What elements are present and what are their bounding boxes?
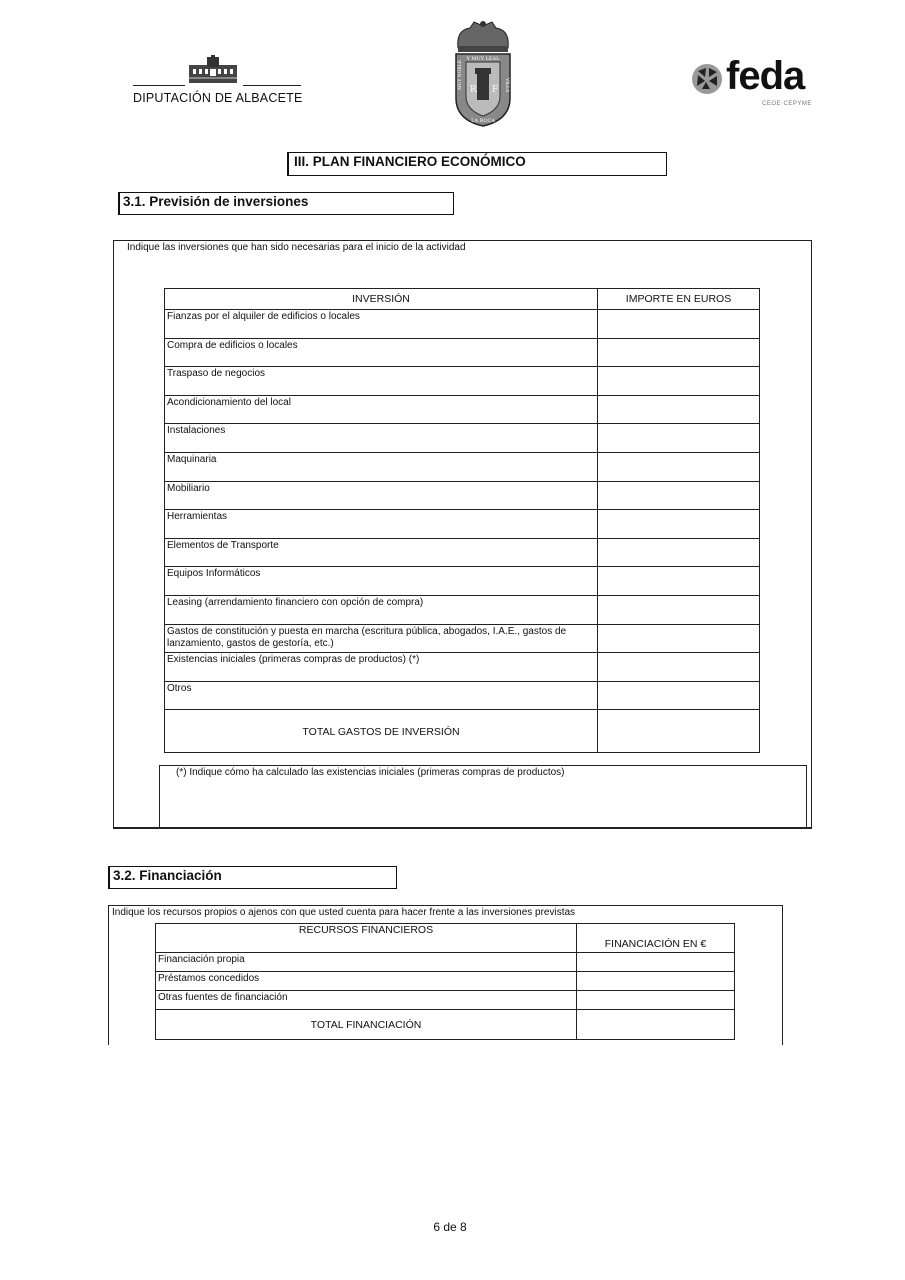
col-header-importe: IMPORTE EN EUROS: [598, 289, 760, 310]
row-label: Maquinaria: [165, 452, 598, 481]
amount-input-cell[interactable]: [577, 972, 735, 991]
table-row: [165, 681, 760, 710]
diputacion-logo: [133, 55, 301, 107]
table-row: [165, 424, 760, 453]
table-header-row: [165, 289, 760, 310]
section-32-title: 3.2. Financiación: [108, 866, 397, 889]
amount-input-cell[interactable]: [598, 424, 760, 453]
diputacion-label: DIPUTACIÓN DE ALBACETE: [133, 91, 303, 105]
amount-input-cell[interactable]: [598, 567, 760, 596]
row-label: Financiación propia: [156, 953, 577, 972]
row-label: Otras fuentes de financiación: [156, 991, 577, 1010]
row-label: Existencias iniciales (primeras compras de productos) (*): [165, 653, 598, 682]
amount-input-cell[interactable]: [577, 991, 735, 1010]
row-label: Gastos de constitución y puesta en marcha (escritura pública, abogados, I.A.E., gastos de lanzamiento, gastos de gestoría, etc.): [165, 624, 598, 653]
investment-table: [164, 288, 760, 753]
amount-input-cell[interactable]: [598, 538, 760, 567]
row-label: Equipos Informáticos: [165, 567, 598, 596]
row-label: Acondicionamiento del local: [165, 395, 598, 424]
svg-text:LA ROCA: LA ROCA: [471, 118, 495, 124]
building-icon: [183, 55, 243, 85]
total-amount-cell[interactable]: [598, 710, 760, 753]
amount-input-cell[interactable]: [598, 452, 760, 481]
row-label: Leasing (arrendamiento financiero con opción de compra): [165, 595, 598, 624]
row-label: Fianzas por el alquiler de edificios o locales: [165, 310, 598, 339]
table-row: [165, 367, 760, 396]
section-31-instruction: Indique las inversiones que han sido necesarias para el inicio de la actividad: [127, 242, 466, 253]
feda-emblem-icon: [690, 62, 724, 96]
total-label: TOTAL GASTOS DE INVERSIÓN: [165, 710, 598, 753]
amount-input-cell[interactable]: [598, 395, 760, 424]
amount-input-cell[interactable]: [598, 510, 760, 539]
feda-logo: [690, 54, 812, 112]
amount-input-cell[interactable]: [598, 595, 760, 624]
table-row: [165, 338, 760, 367]
col-header-inversion: INVERSIÓN: [165, 289, 598, 310]
table-row: [156, 972, 735, 991]
table-row: [165, 595, 760, 624]
table-row: [156, 991, 735, 1010]
amount-input-cell[interactable]: [598, 624, 760, 653]
svg-text:F: F: [492, 85, 499, 95]
coat-of-arms-logo: [448, 20, 518, 128]
row-label: Elementos de Transporte: [165, 538, 598, 567]
row-label: Herramientas: [165, 510, 598, 539]
table-row: [165, 538, 760, 567]
amount-input-cell[interactable]: [598, 338, 760, 367]
table-header-row: [156, 924, 735, 953]
total-label: TOTAL FINANCIACIÓN: [156, 1010, 577, 1040]
amount-input-cell[interactable]: [577, 953, 735, 972]
row-label: Instalaciones: [165, 424, 598, 453]
table-row: [165, 481, 760, 510]
page-number: 6 de 8: [433, 1220, 467, 1234]
amount-input-cell[interactable]: [598, 310, 760, 339]
existencias-note-box[interactable]: [159, 765, 807, 829]
amount-input-cell[interactable]: [598, 653, 760, 682]
table-row: [165, 395, 760, 424]
row-label: Compra de edificios o locales: [165, 338, 598, 367]
amount-input-cell[interactable]: [598, 367, 760, 396]
row-label: Préstamos concedidos: [156, 972, 577, 991]
table-row: [165, 653, 760, 682]
amount-input-cell[interactable]: [598, 481, 760, 510]
table-row: [165, 624, 760, 653]
table-row: [165, 567, 760, 596]
svg-text:MUY NOBLE: MUY NOBLE: [458, 59, 463, 90]
row-label: Mobiliario: [165, 481, 598, 510]
row-label: Otros: [165, 681, 598, 710]
page-title: III. PLAN FINANCIERO ECONÓMICO: [287, 152, 667, 176]
section-31-title: 3.1. Previsión de inversiones: [118, 192, 454, 215]
financing-table: [155, 923, 735, 1040]
col-header-recursos: RECURSOS FINANCIEROS: [156, 924, 577, 953]
table-row: [165, 510, 760, 539]
feda-subtext: CEOE·CEPYME: [762, 101, 812, 107]
section-32-instruction: Indique los recursos propios o ajenos con que usted cuenta para hacer frente a las inversiones previstas: [112, 907, 576, 918]
svg-text:VILLA: VILLA: [504, 78, 509, 93]
total-row: [156, 1010, 735, 1040]
feda-wordmark: feda: [726, 54, 805, 98]
total-row: [165, 710, 760, 753]
svg-text:Y MUY LEAL: Y MUY LEAL: [466, 56, 500, 62]
row-label: Traspaso de negocios: [165, 367, 598, 396]
total-amount-cell[interactable]: [577, 1010, 735, 1040]
col-header-financiacion: FINANCIACIÓN EN €: [577, 924, 735, 953]
svg-text:R: R: [470, 85, 477, 95]
table-row: [156, 953, 735, 972]
table-row: [165, 310, 760, 339]
table-row: [165, 452, 760, 481]
amount-input-cell[interactable]: [598, 681, 760, 710]
existencias-note-label: (*) Indique cómo ha calculado las existencias iniciales (primeras compras de productos): [176, 767, 565, 778]
